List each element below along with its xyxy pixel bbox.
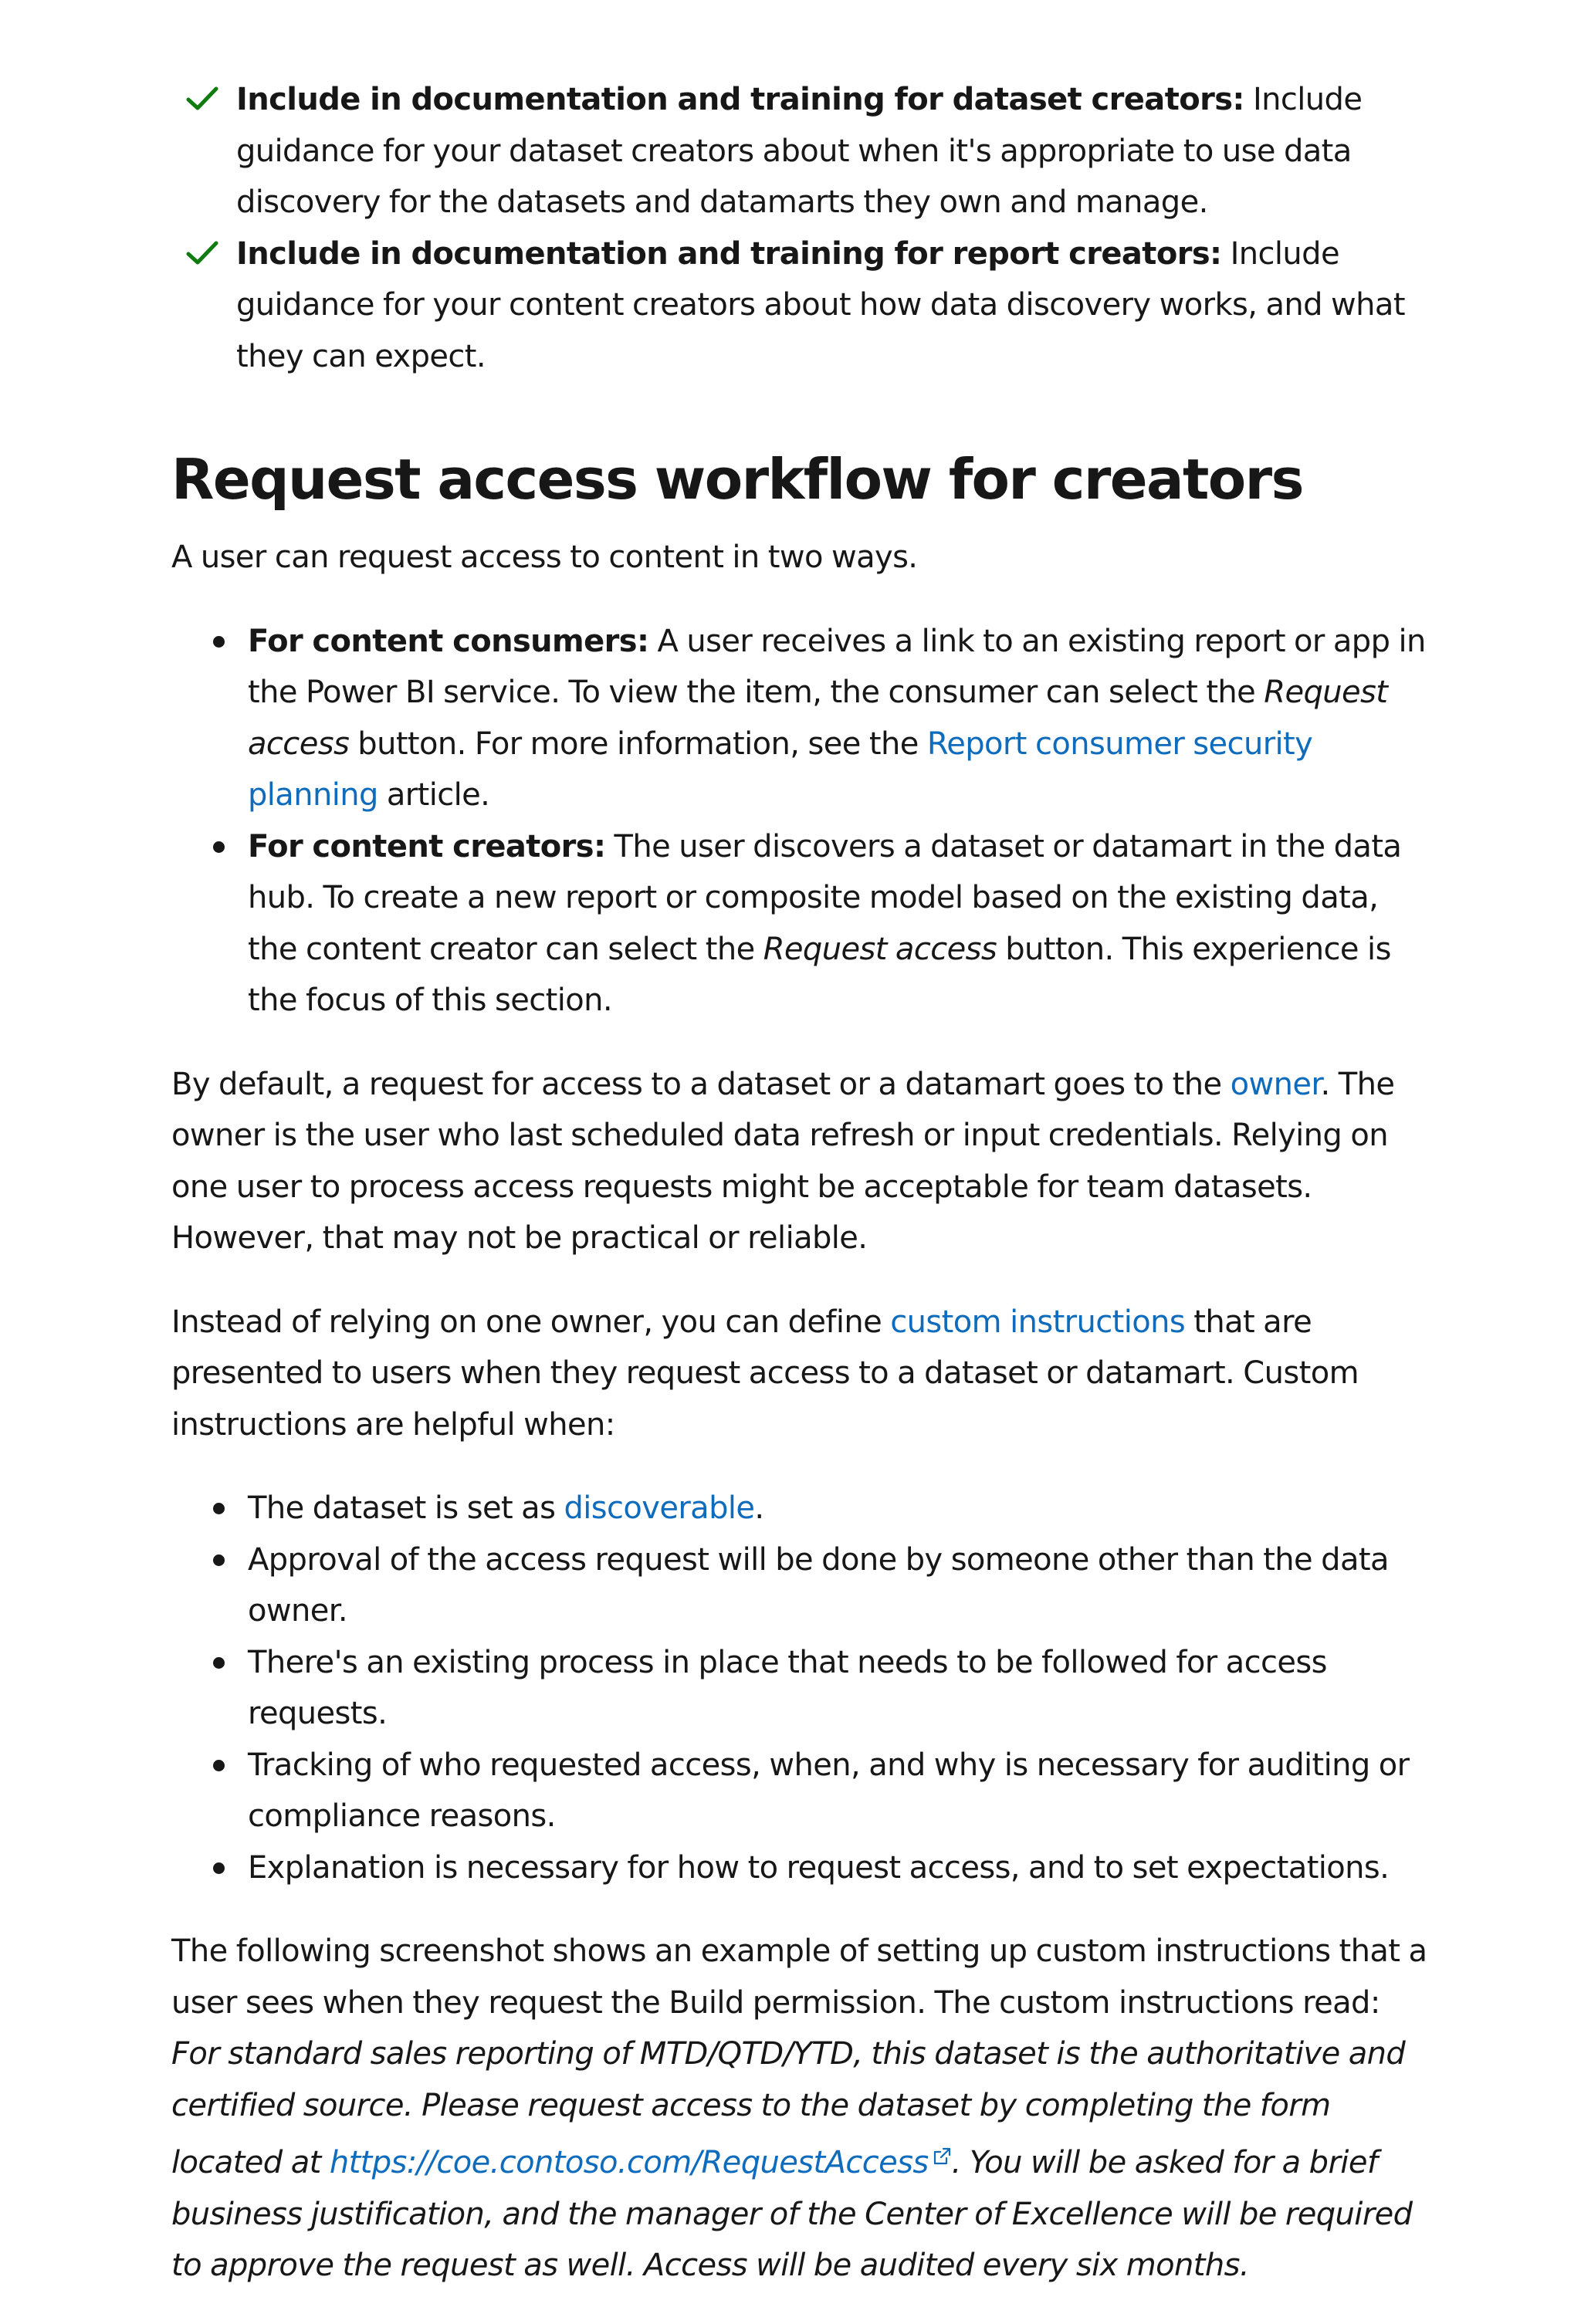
paragraph-text: that are presented to users when they request access to a dataset or datamart. Custom instructions are helpful when: [171, 1304, 1359, 1443]
checklist-item-text: Include guidance for your dataset creators about when it's appropriate to use data discovery for the datasets and datamarts they own and manage. [236, 82, 1363, 220]
custom-instructions-paragraph [171, 1297, 1434, 1451]
screenshot-description-paragraph [171, 1926, 1434, 2292]
list-item [248, 1534, 1434, 1637]
helpful-when-list [171, 1483, 1434, 1893]
list-item-title: For content consumers: [248, 623, 649, 659]
checkmark-icon [185, 239, 219, 267]
report-consumer-security-link[interactable]: Report consumer security planning [248, 726, 1313, 813]
list-item-text: The user discovers a dataset or datamart in the data hub. To create a new report or composite model based on the existing data, the content creator can select the [248, 828, 1402, 967]
list-item [248, 1740, 1434, 1842]
list-item-text: The dataset is set as [248, 1490, 564, 1526]
checkmark-icon [185, 85, 219, 113]
request-access-form-link[interactable] [330, 2145, 952, 2180]
list-item-text: A user receives a link to an existing report or app in the Power BI service. To view the item, the consumer can select the [248, 623, 1426, 710]
list-item-text: article. [377, 777, 490, 813]
paragraph-text: The following screenshot shows an example of setting up custom instructions that a user sees when they request the Build permission. The custom instructions read: [171, 1933, 1427, 2021]
list-item-title: For content creators: [248, 828, 606, 864]
list-item-text: Tracking of who requested access, when, and why is necessary for auditing or compliance reasons. [248, 1747, 1410, 1834]
list-item [248, 1842, 1434, 1894]
intro-paragraph: A user can request access to content in two ways. [171, 540, 918, 575]
list-item-text: button. This experience is the focus of this section. [248, 931, 1391, 1018]
paragraph-text: . The owner is the user who last scheduled data refresh or input credentials. Relying on one user to process access requests might be acceptable for team datasets. However, that may not be practical or reliable. [171, 1066, 1395, 1256]
checklist [171, 74, 1434, 382]
article-content [171, 74, 1434, 2324]
paragraph-text: Instead of relying on one owner, you can define [171, 1304, 891, 1340]
checklist-item-title: Include in documentation and training for report creators: [236, 235, 1222, 272]
list-item [248, 821, 1434, 1027]
list-item-text: Approval of the access request will be done by someone other than the data owner. [248, 1541, 1389, 1629]
request-access-term: Request access [248, 675, 1388, 762]
checklist-item-text: Include guidance for your content creators about how data discovery works, and what they can expect. [236, 235, 1405, 374]
link-text: https://coe.contoso.com/RequestAccess [329, 2145, 929, 2180]
list-item [248, 1483, 1434, 1534]
checklist-item [236, 74, 1434, 228]
owner-link[interactable]: owner [1230, 1066, 1321, 1102]
custom-instructions-quote: For standard sales reporting of MTD/QTD/YTD, this dataset is the authoritative and certified source. Please request access to the dataset by completing the form located at [171, 2036, 1406, 2180]
list-item-text: . [754, 1490, 764, 1526]
checklist-item [236, 228, 1434, 383]
external-link-icon [932, 2131, 952, 2151]
list-item [248, 616, 1434, 821]
section-heading: Request access workflow for creators [171, 447, 1303, 512]
list-item-text: button. For more information, see the [349, 726, 927, 762]
list-item-text: There's an existing process in place that needs to be followed for access requests. [248, 1644, 1327, 1731]
request-access-term: Request access [763, 931, 997, 967]
paragraph-text: By default, a request for access to a dataset or a datamart goes to the [171, 1066, 1231, 1102]
default-owner-paragraph [171, 1059, 1434, 1264]
custom-instructions-link[interactable]: custom instructions [890, 1304, 1186, 1340]
request-ways-list [171, 616, 1434, 1027]
custom-instructions-quote: . You will be asked for a brief business justification, and the manager of the Center of Excellence will be required to approve the request as well. Access will be audited every six months. [171, 2145, 1413, 2283]
checklist-item-title: Include in documentation and training for dataset creators: [236, 82, 1244, 117]
list-item-text: Explanation is necessary for how to request access, and to set expectations. [248, 1849, 1390, 1886]
discoverable-link[interactable]: discoverable [564, 1490, 755, 1526]
list-item [248, 1637, 1434, 1740]
